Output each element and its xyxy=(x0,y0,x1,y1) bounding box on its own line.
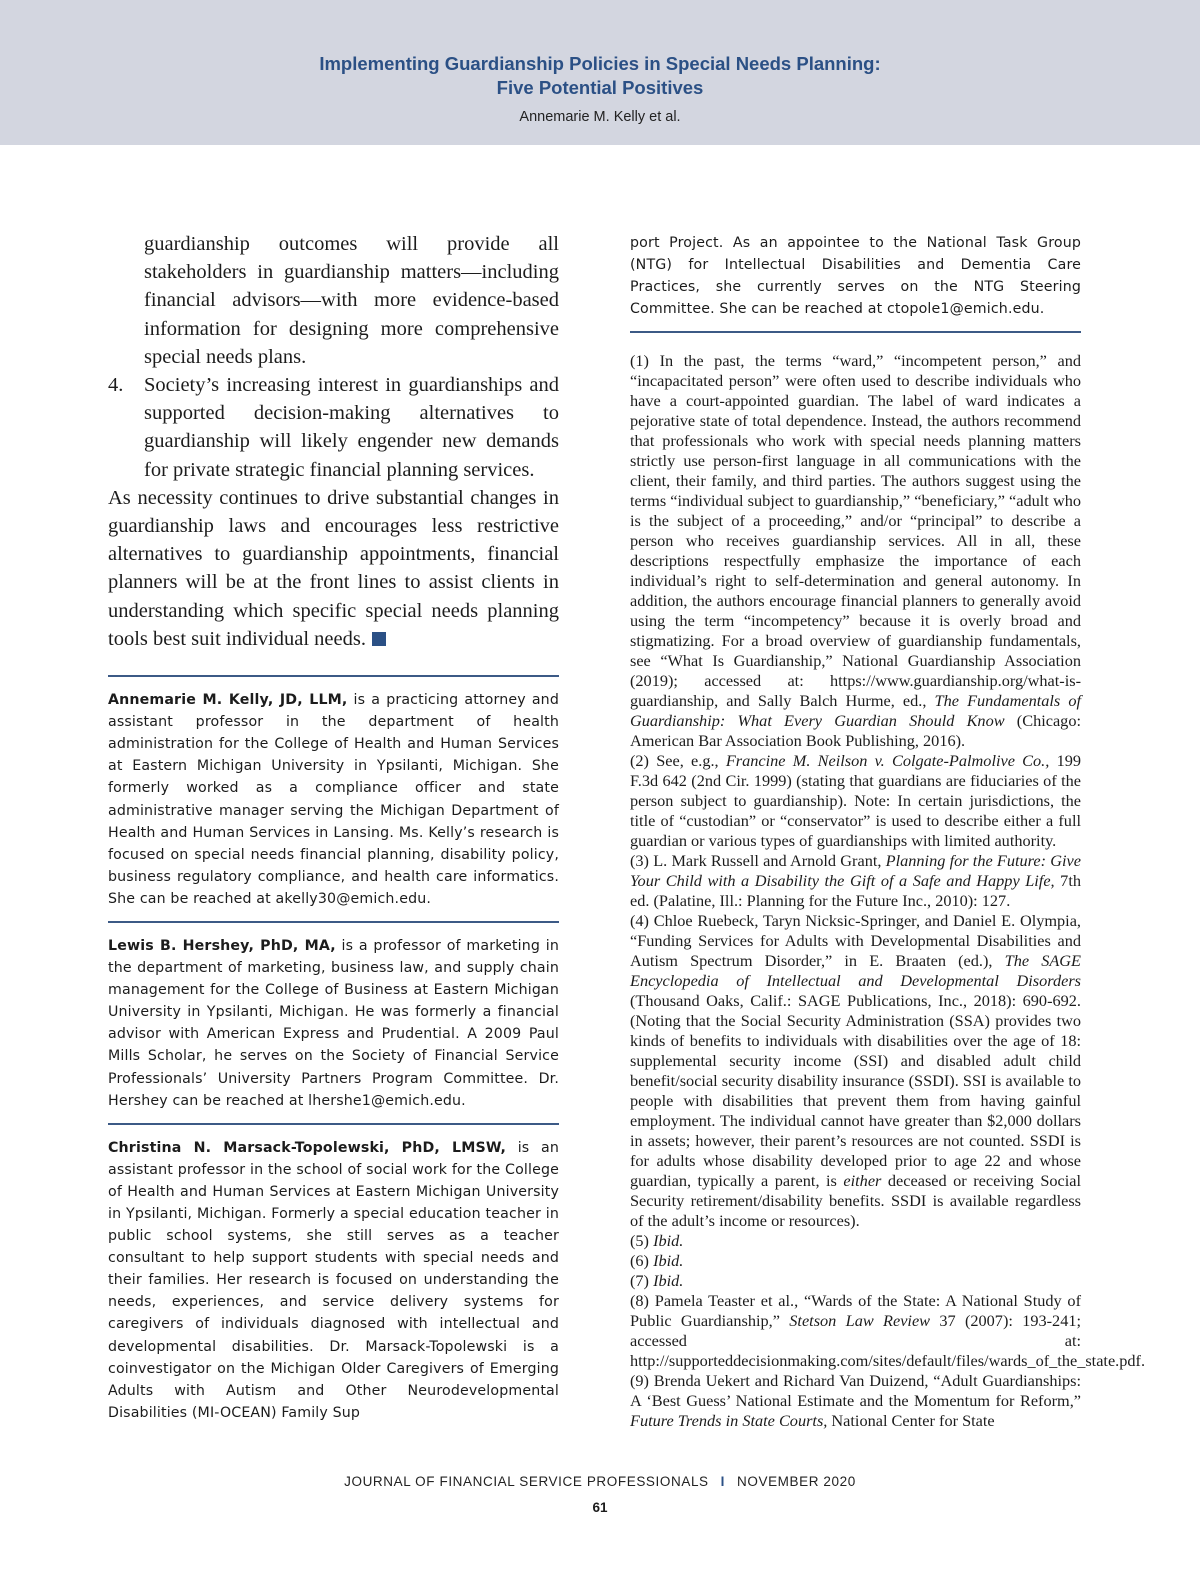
endnote-title: Stetson Law Review xyxy=(789,1311,931,1331)
footer-separator: I xyxy=(720,1474,726,1489)
bio-text: is a professor of marketing in the department of marketing, business law, and supply chain management for the College of Business at Eastern Michigan University in Ypsilanti, Michigan. He was formerly a financial advisor with American Express and Prudential. A 2009 Paul Mills Scholar, he serves on the Society of Financial Service Professionals’ University Partners Program Committee. Dr. Hershey can be reached at lhershe1@emich.edu. xyxy=(108,937,559,1109)
endnote-text: (7) xyxy=(630,1271,654,1291)
endnote-1 xyxy=(630,351,1081,751)
left-column xyxy=(108,230,559,1424)
endnote-6 xyxy=(630,1251,1081,1271)
endnote-8 xyxy=(630,1291,1146,1371)
endnote-title: Francine M. Neilson v. Colgate-Palmolive Co., xyxy=(725,751,1050,771)
notes-divider xyxy=(630,331,1081,333)
article-authors: Annemarie M. Kelly et al. xyxy=(519,109,681,125)
endnote-title: Ibid. xyxy=(653,1231,684,1251)
endnote-7 xyxy=(630,1271,1081,1291)
bio-text: is a practicing attorney and assistant professor in the department of health administration for the College of Health and Human Services at Eastern Michigan University in Ypsilanti, Michigan. She formerly worked as a compliance officer and state administrative manager serving the Michigan Department of Health and Human Services in Lansing. Ms. Kelly’s research is focused on special needs financial planning, disability policy, business regulatory compliance, and health care informatics. She can be reached at akelly30@emich.edu. xyxy=(108,692,559,907)
bio-divider-2 xyxy=(108,921,559,923)
endnote-text: (3) L. Mark Russell and Arnold Grant, xyxy=(630,851,886,871)
journal-name: JOURNAL OF FINANCIAL SERVICE PROFESSIONALS xyxy=(344,1474,709,1489)
endnote-text: National Center for State xyxy=(827,1411,995,1431)
author-bio-continuation: port Project. As an appointee to the National Task Group (NTG) for Intellectual Disabilities and Dementia Care Practices, she currently serves on the NTG Steering Committee. She can be reached at ctopole1@emich.edu. xyxy=(630,235,1081,318)
endnote-text: (4) Chloe Ruebeck, Taryn Nicksic-Springer, and Daniel E. Olympia, “Funding Services for Adults with Developmental Disabilities and Autism Spectrum Disorder,” in E. Braaten (ed.), xyxy=(630,911,1081,971)
endnote-title: Ibid. xyxy=(653,1271,684,1291)
bio-divider-3 xyxy=(108,1123,559,1125)
endnote-text: (6) xyxy=(630,1251,654,1271)
endnote-5 xyxy=(630,1231,1081,1251)
endnote-text: (Thousand Oaks, Calif.: SAGE Publications, Inc., 2018): 690-692. (Noting that the Social Security Administration (SSA) provides two kinds of benefits to individuals with disabilities over the age of 18: supplemental security income (SSI) and disabled adult child benefit/social security disability insurance (SSDI). SSI is available to people with disabilities that prevent them from having gainful employment. The individual cannot have greater than $2,000 dollars in assets; however, their parent’s resources are not counted. SSDI is for adults whose disability developed prior to age 22 and whose guardian, typically a parent, is xyxy=(630,991,1081,1191)
endnote-title: Planning for the Future: Give Your Child with a Disability the Gift of a Safe and Happy Life, xyxy=(630,851,1082,891)
page-number: 61 xyxy=(592,1500,608,1515)
endnote-text: (1) In the past, the terms “ward,” “incompetent person,” and “incapacitated person” were often used to describe individuals who have a court-appointed guardian. The label of ward indicates a pejorative state of total dependence. Instead, the authors recommend that professionals who work with special needs planning matters strictly use person-first language in all communications with the client, their family, and third parties. The authors suggest using the terms “individual subject to guardianship,” “beneficiary,” “adult who is the subject of a proceeding,” and/or “principal” to describe a person who receives guardianship services. All in all, these descriptions respectfully emphasize the importance of each individual’s right to self-determination and general autonomy. In addition, the authors encourage financial planners to generally avoid using the term “incompetency” because it is overly broad and stigmatizing. For a broad overview of guardianship fundamentals, see “What Is Guardianship,” National Guardianship Association (2019); accessed at: https://www.guardianship.org/what-is-guardianship, and Sally Balch Hurme, ed., xyxy=(630,351,1081,711)
bio-text: is an assistant professor in the school of social work for the College of Health and Human Services at Eastern Michigan University in Ypsilanti, Michigan. Formerly a special education teacher in public school systems, she still serves as a teacher consultant to help support students with special needs and their families. Her research is focused on understanding the needs, experiences, and service delivery systems for caregivers of individuals diagnosed with intellectual and developmental disabilities. Dr. Marsack-Topolewski is a coinvestigator on the Michigan Older Caregivers of Emerging Adults with Autism and Other Neurodevelopmental Disabilities (MI-OCEAN) Family Sup xyxy=(108,1139,559,1421)
closing-paragraph xyxy=(108,484,559,653)
bio-author-name: Lewis B. Hershey, PhD, MA, xyxy=(108,937,336,954)
list-item-4 xyxy=(108,371,559,484)
bio-author-name: Annemarie M. Kelly, JD, LLM, xyxy=(108,692,348,709)
endnote-9 xyxy=(630,1371,1081,1431)
endnote-3 xyxy=(630,851,1081,911)
endnote-text: 37 (2007): 193-241; accessed at: http://supporteddecisionmaking.com/sites/default/files/wards_of_the_state.pdf. xyxy=(630,1311,1146,1371)
endnote-title: The SAGE Encyclopedia of Intellectual and Developmental Disorders xyxy=(630,951,1081,991)
list-item-text: Society’s increasing interest in guardianships and supported decision-making alternatives to guardianship will likely engender new demands for private strategic financial planning services. xyxy=(144,374,559,481)
endnote-text: (2) See, e.g., xyxy=(630,751,726,771)
endnotes xyxy=(630,351,1146,1431)
end-of-article-square-icon xyxy=(372,632,386,646)
endnote-title: The Fundamentals of Guardianship: What Every Guardian Should Know xyxy=(630,691,1081,731)
bio-author-name: Christina N. Marsack-Topolewski, PhD, LMSW, xyxy=(108,1139,507,1156)
endnote-title: Future Trends in State Courts, xyxy=(630,1411,828,1431)
body-text xyxy=(108,230,559,653)
header-band xyxy=(0,0,1200,145)
endnote-emphasis: either xyxy=(843,1171,882,1191)
endnote-text: (8) Pamela Teaster et al., “Wards of the State: A National Study of Public Guardianship,” xyxy=(630,1291,1081,1331)
closing-paragraph-text: As necessity continues to drive substantial changes in guardianship laws and encourages less restrictive alternatives to guardianship appointments, financial planners will be at the front lines to assist clients in understanding which specific special needs planning tools best suit individual needs. xyxy=(108,486,559,650)
endnote-text: 199 F.3d 642 (2nd Cir. 1999) (stating that guardians are fiduciaries of the person subject to guardianship). Note: In certain jurisdictions, the title of “custodian” or “conservator” is used to describe either a full guardian or various types of guardianships with limited authority. xyxy=(630,751,1081,851)
running-footer xyxy=(0,1474,1200,1489)
author-bio-marsack-topolewski xyxy=(108,1137,559,1424)
author-bio-kelly xyxy=(108,689,559,910)
right-column xyxy=(630,232,1146,1431)
endnote-text: (9) Brenda Uekert and Richard Van Duizend, “Adult Guardianships: A ‘Best Guess’ National Estimate and the Momentum for Reform,” xyxy=(630,1371,1081,1411)
endnote-2 xyxy=(630,751,1081,851)
endnote-text: 7th ed. (Palatine, Ill.: Planning for the Future Inc., 2010): 127. xyxy=(630,871,1081,911)
list-item-number: 4. xyxy=(108,374,124,397)
bio-divider-1 xyxy=(108,675,559,677)
endnote-text: (5) xyxy=(630,1231,654,1251)
article-title-line-1: Implementing Guardianship Policies in Special Needs Planning: xyxy=(319,53,881,74)
endnote-text: (Chicago: American Bar Association Book Publishing, 2016). xyxy=(630,711,1081,751)
endnote-text: deceased or receiving Social Security retirement/disability benefits. SSDI is available regardless of the adult’s income or resources). xyxy=(630,1171,1082,1231)
endnote-4 xyxy=(630,911,1081,1231)
issue-date: NOVEMBER 2020 xyxy=(737,1474,856,1489)
author-bio-hershey xyxy=(108,935,559,1112)
endnote-title: Ibid. xyxy=(653,1251,684,1271)
continued-list-item: guardianship outcomes will provide all stakeholders in guardianship matters—including financial advisors—with more evidence-based information for designing more comprehensive special needs plans. xyxy=(144,233,559,368)
article-title-line-2: Five Potential Positives xyxy=(496,77,704,98)
